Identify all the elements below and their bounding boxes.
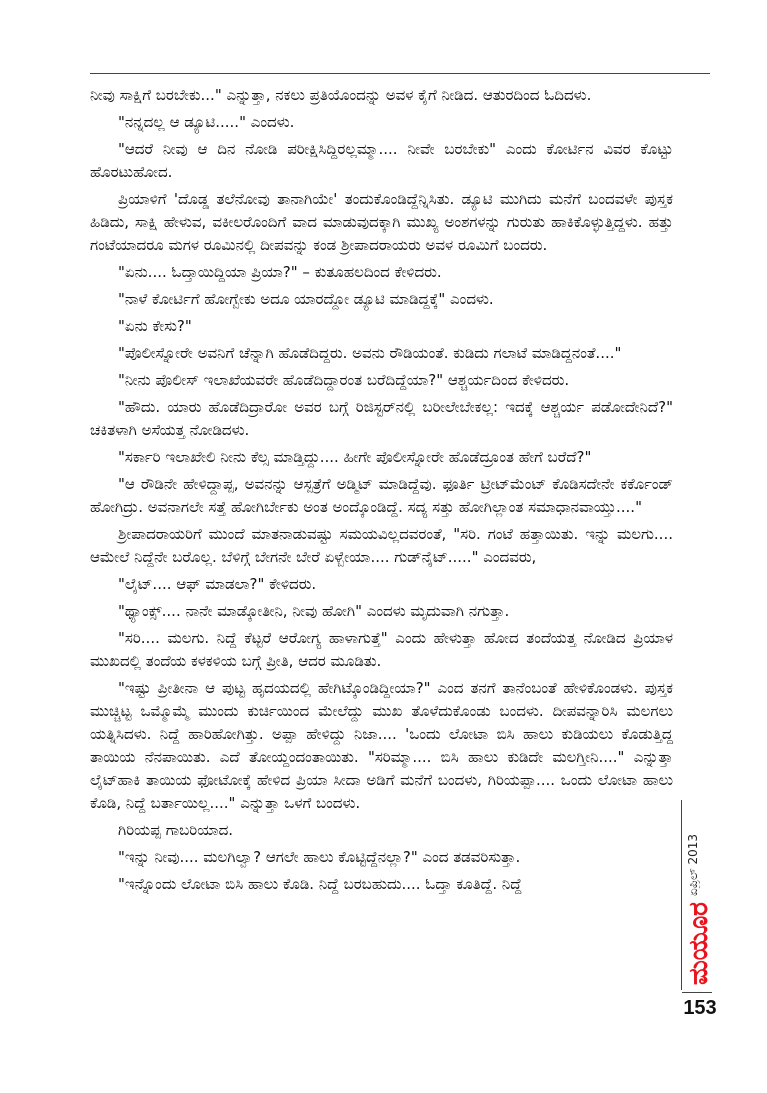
paragraph: "ಹೌದು. ಯಾರು ಹೊಡೆದಿದ್ರಾರೋ ಅವರ ಬಗ್ಗೆ ರಿಜಿಸ್ಟರ್‌ನಲ್ಲಿ ಬರೀಲೇಬೇಕಲ್ಲ: ಇದಕ್ಕೆ ಆಶ್ಚರ್ಯ ಪಡೋದೇನಿದೆ?" ಚಕಿತಳಾಗಿ ಅಸೆಯತ್ತ ನೋಡಿದಳು.: [90, 398, 673, 439]
paragraph: "ಆದರೆ ನೀವು ಆ ದಿನ ನೋಡಿ ಪರೀಕ್ಷಿಸಿದ್ದಿರಲ್ಲಮ್ಮಾ.... ನೀವೇ ಬರಬೇಕು" ಎಂದು ಕೋರ್ಟಿನ ವಿವರ ಕೊಟ್ಟು ಹೊರಟುಹೋದ.: [90, 140, 673, 181]
paragraph: "ಏನು.... ಓದ್ತಾಯಿದ್ದಿಯಾ ಪ್ರಿಯಾ?" – ಕುತೂಹಲದಿಂದ ಕೇಳಿದರು.: [118, 263, 442, 281]
issue-date: ಏಪ್ರಿಲ್ 2013: [686, 834, 700, 896]
masthead-logo: ಮಯೂರ: [684, 902, 714, 985]
page-number: 153: [683, 997, 717, 1019]
paragraph: "ಪೊಲೀಸ್ನೋರೇ ಅವನಿಗೆ ಚೆನ್ನಾಗಿ ಹೊಡೆದಿದ್ದರು. ಅವನು ರೌಡಿಯಂತೆ. ಕುಡಿದು ಗಲಾಟೆ ಮಾಡಿದ್ದನಂತೆ....": [118, 344, 622, 362]
paragraph: "ನನ್ನದಲ್ಲ ಆ ಡ್ಯೂಟಿ....." ಎಂದಳು.: [118, 113, 295, 131]
paragraph: "ಸರ್ಕಾರಿ ಇಲಾಖೇಲಿ ನೀನು ಕೆಲ್ಸ ಮಾಡ್ತಿದ್ದು.... ಹೀಗೇ ಪೊಲೀಸ್ನೋರೇ ಹೊಡೆದ್ರೂಂತ ಹೇಗೆ ಬರೆದೆ?": [118, 448, 592, 466]
paragraph: ನೀವು ಸಾಕ್ಷಿಗೆ ಬರಬೇಕು..." ಎನ್ನುತ್ತಾ, ನಕಲು ಪ್ರತಿಯೊಂದನ್ನು ಅವಳ ಕೈಗೆ ನೀಡಿದ. ಆತುರದಿಂದ ಓದಿದಳು.: [90, 86, 592, 104]
paragraph: "ಥ್ಯಾಂಕ್ಸ್.... ನಾನೇ ಮಾಡ್ಕೋತೀನಿ, ನೀವು ಹೋಗಿ" ಎಂದಳು ಮೃದುವಾಗಿ ನಗುತ್ತಾ.: [118, 602, 510, 620]
paragraph: ಗಿರಿಯಪ್ಪ ಗಾಬರಿಯಾದ.: [118, 821, 234, 839]
paragraph: ಶ್ರೀಪಾದರಾಯರಿಗೆ ಮುಂದೆ ಮಾತನಾಡುವಷ್ಟು ಸಮಯವಿಲ್ಲದವರಂತೆ, "ಸರಿ. ಗಂಟೆ ಹತ್ತಾಯಿತು. ಇನ್ನು ಮಲಗು.... ಆಮೇಲೆ ನಿದ್ದೆನೇ ಬರೊಲ್ಲ. ಬೆಳಿಗ್ಗೆ ಬೇಗನೇ ಬೇರೆ ಏಳ್ಬೇಯಾ.... ಗುಡ್‌ನೈಟ್....." ಎಂದವರು,: [90, 525, 673, 566]
sidebar-rule: [681, 800, 682, 990]
paragraph: "ನಾಳೆ ಕೋರ್ಟಿಗೆ ಹೋಗ್ಬೇಕು ಅದೂ ಯಾರದ್ದೋ ಡ್ಯೂಟಿ ಮಾಡಿದ್ದಕ್ಕೆ" ಎಂದಳು.: [118, 290, 494, 308]
paragraph: "ಇನ್ನು ನೀವು.... ಮಲಗಿಲ್ವಾ? ಆಗಲೇ ಹಾಲು ಕೊಟ್ಟಿದ್ದೆನಲ್ಲಾ?" ಎಂದ ತಡವರಿಸುತ್ತಾ.: [118, 848, 521, 866]
body-text: [90, 84, 673, 900]
paragraph: "ಏನು ಕೇಸು?": [118, 317, 192, 335]
top-rule: [90, 73, 710, 74]
paragraph: "ನೀನು ಪೊಲೀಸ್ ಇಲಾಖೆಯವರೇ ಹೊಡೆದಿದ್ದಾರಂತ ಬರೆದಿದ್ದೆಯಾ?" ಆಶ್ಚರ್ಯದಿಂದ ಕೇಳಿದರು.: [118, 371, 570, 389]
paragraph: ಪ್ರಿಯಾಳಿಗೆ 'ದೊಡ್ಡ ತಲೆನೋವು ತಾನಾಗಿಯೇ' ತಂದುಕೊಂಡಿದ್ದೆನ್ನಿಸಿತು. ಡ್ಯೂಟಿ ಮುಗಿದು ಮನೆಗೆ ಬಂದವಳೇ ಪುಸ್ತಕ ಹಿಡಿದು, ಸಾಕ್ಷಿ ಹೇಳುವ, ವಕೀಲರೊಂದಿಗೆ ವಾದ ಮಾಡುವುದಕ್ಕಾಗಿ ಮುಖ್ಯ ಅಂಶಗಳನ್ನು ಗುರುತು ಹಾಕಿಕೊಳ್ಳುತ್ತಿದ್ದಳು. ಹತ್ತು ಗಂಟೆಯಾದರೂ ಮಗಳ ರೂಮಿನಲ್ಲಿ ದೀಪವನ್ನು ಕಂಡ ಶ್ರೀಪಾದರಾಯರು ಅವಳ ರೂಮಿಗೆ ಬಂದರು.: [90, 190, 673, 254]
paragraph: "ಇಷ್ಟು ಪ್ರೀತೀನಾ ಆ ಪುಟ್ಟ ಹೃದಯದಲ್ಲಿ ಹೇಗಿಟ್ಕೊಂಡಿದ್ದೀಯಾ?" ಎಂದ ತನಗೆ ತಾನೆಂಬಂತೆ ಹೇಳಿಕೊಂಡಳು. ಪುಸ್ತಕ ಮುಚ್ಚಿಟ್ಟ ಒಮ್ಮೊಮ್ಮೆ ಮುಂದು ಕುರ್ಚಿಯಿಂದ ಮೇಲೆದ್ದು ಮುಖ ತೊಳೆದುಕೊಂಡು ಬಂದಳು. ದೀಪವನ್ನಾರಿಸಿ ಮಲಗಲು ಯತ್ನಿಸಿದಳು. ನಿದ್ದೆ ಹಾರಿಹೋಗಿತ್ತು. ಅಪ್ಪಾ ಹೇಳಿದ್ದು ನಿಜಾ.... 'ಒಂದು ಲೋಟಾ ಬಿಸಿ ಹಾಲು ಕುಡಿಯಲು ಕೊಡುತ್ತಿದ್ದ ತಾಯಿಯ ನೆನಪಾಯಿತು. ಎದೆ ತೋಯ್ದಂದಂತಾಯಿತು. "ಸರಿಮ್ಮಾ.... ಬಿಸಿ ಹಾಲು ಕುಡಿದೇ ಮಲಗ್ತೀನಿ...." ಎನ್ನುತ್ತಾ ಲೈಟ್‌ಹಾಕಿ ತಾಯಿಯ ಫೋಟೋಕ್ಕೆ ಹೇಳಿದ ಪ್ರಿಯಾ ಸೀದಾ ಅಡಿಗೆ ಮನೆಗೆ ಬಂದಳು, ಗಿರಿಯಪ್ಪಾ.... ಒಂದು ಲೋಟಾ ಹಾಲು ಕೊಡಿ, ನಿದ್ದೆ ಬರ್ತಾಯಿಲ್ಲ...." ಎನ್ನುತ್ತಾ ಒಳಗೆ ಬಂದಳು.: [90, 679, 673, 812]
paragraph: "ಲೈಟ್.... ಆಫ್ ಮಾಡಲಾ?" ಕೇಳಿದರು.: [118, 575, 317, 593]
paragraph: "ಆ ರೌಡಿನೇ ಹೇಳಿದ್ದಾಪ್ಪ, ಅವನನ್ನು ಆಸ್ಪತ್ರೆಗೆ ಅಡ್ಮಿಟ್ ಮಾಡಿದ್ದೆವು. ಫೂರ್ತಿ ಟ್ರೀಟ್‌ಮೆಂಟ್ ಕೊಡಿಸದೇನೇ ಕರ್ಕೊಂಡ್ ಹೋಗಿದ್ರು. ಅವನಾಗಲೇ ಸತ್ತೆ ಹೋಗಿರ್ಬೇಕು ಅಂತ ಅಂದ್ಕೊಂಡಿದ್ದೆ. ಸದ್ಯ ಸತ್ತು ಹೋಗಿಲ್ಲಾಂತ ಸಮಾಧಾನವಾಯ್ತು....": [90, 475, 673, 516]
folio-rule: [682, 992, 712, 993]
paragraph: "ಇನ್ನೊಂದು ಲೋಟಾ ಬಿಸಿ ಹಾಲು ಕೊಡಿ. ನಿದ್ದೆ ಬರಬಹುದು.... ಓದ್ತಾ ಕೂತಿದ್ದೆ. ನಿದ್ದೆ: [118, 875, 522, 893]
paragraph: "ಸರಿ.... ಮಲಗು. ನಿದ್ದೆ ಕೆಟ್ಟರೆ ಆರೋಗ್ಯ ಹಾಳಾಗುತ್ತೆ" ಎಂದು ಹೇಳುತ್ತಾ ಹೋದ ತಂದೆಯತ್ತ ನೋಡಿದ ಪ್ರಿಯಾಳ ಮುಖದಲ್ಲಿ ತಂದೆಯ ಕಳಕಳಿಯ ಬಗ್ಗೆ ಪ್ರೀತಿ, ಆದರ ಮೂಡಿತು.: [90, 629, 673, 670]
